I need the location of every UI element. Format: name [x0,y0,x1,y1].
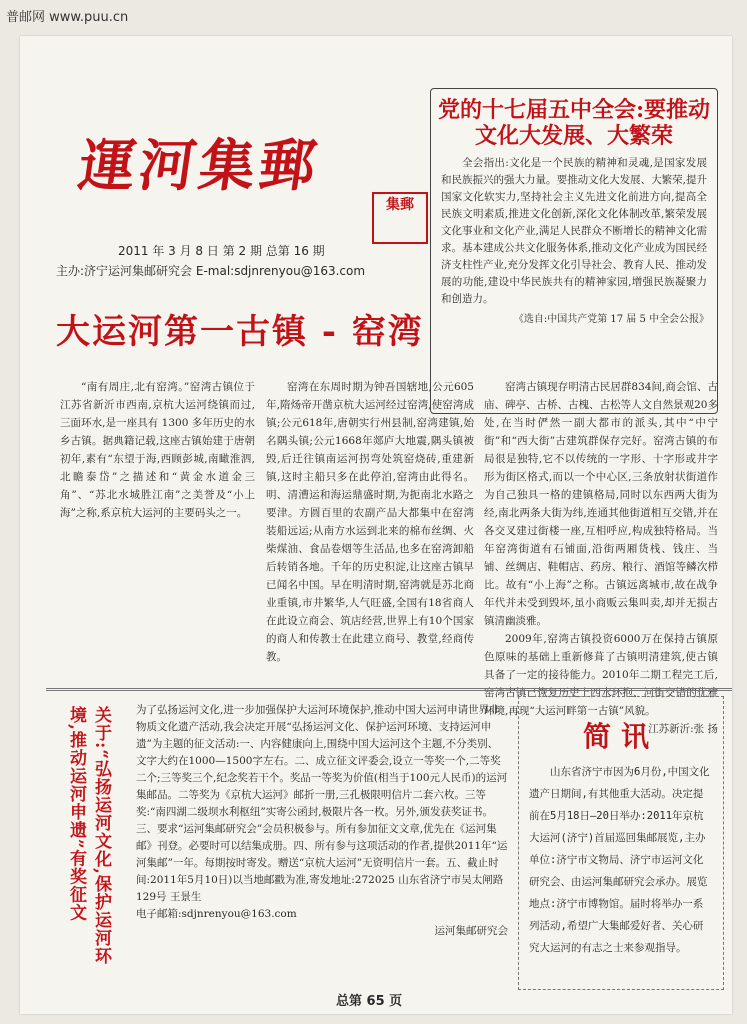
article-column-1 [60,378,255,522]
news-title: 简讯 [582,720,659,753]
article-headline: 大运河第一古镇 - 窑湾 [56,312,424,352]
seal-stamp: 集郵 [372,192,428,244]
notice-body: 为了弘扬运河文化,进一步加强保护大运河环境保护,推动中国大运河申请世界非物质文化遗产活动,我会决定开展“弘扬运河文化、保护运河环境、支持运河申遗”为主题的征文活动:一、内容健康向上,围绕中国大运河这个主题,不分类别、文字大约在1000—1500字左右。二、成立征文评委会,设立一等奖一个,二等奖二个;三等奖三个,纪念奖若干个。奖品一等奖为价值(相当于100元人民币)的运河集邮品。二等奖为《京杭大运河》邮折一册,三孔极限明信片二套六枚。三等奖:“南四湖二级坝水利枢纽”实寄公函封,极限片各一枚。另外,颁发获奖证书。三、要求“运河集邮研究会”会员积极参与。所有参加征文文章,优先在《运河集邮》刊登。必要时可以结集成册。四、所有参与这项活动的作者,提供2011年“运河集邮”一年。每期按时寄发。赠送“京杭大运河”无资明信片一套。五、截止时间:2011年5月10日)以当地邮戳为准,寄发地址:272025 山东省济宁市吴太闸路129号 王景生 [136,704,508,903]
site-watermark: 普邮网 www.puu.cn [6,10,129,25]
issue-line: 2011 年 3 月 8 日 第 2 期 总第 16 期 [118,244,325,258]
section-divider [46,688,732,691]
article-para-2: 窑湾在东周时期为钟吾国辖地,公元605年,隋炀帝开凿京杭大运河经过窑湾,使窑湾成镇;公元618年,唐朝实行州县制,窑湾建镇,始名隅头镇;公元1668年郯庐大地震,隅头镇被毁,后迁往镇南运河拐弯处筑窑烧砖,重建新镇,这时主船只多在此停泊,窑湾由此得名。明、清漕运和海运鼎盛时期,为扼南北水路之要津。方圆百里的农副产品大都集中在窑湾装船远运;从南方水运到北来的棉布丝绸、火柴煤油、食品卷烟等生活品,也多在窑湾卸船后转销各地。千年的历史积淀,让这座古镇早已闻名中国。早在明清时期,窑湾就是苏北商业重镇,市井繁华,人气旺盛,全国有18省商人在此设立商会、筑店经营,世界上有10个国家的商人和传教士在此建立商号、教堂,经商传教。 [266,381,474,663]
masthead: 運河集郵 [74,133,325,199]
sponsor-line: 主办:济宁运河集邮研究会 E-mal:sdjnrenyou@163.com [56,264,366,278]
article-byline: 江苏新沂:张 扬 [648,723,718,735]
news-body: 山东省济宁市因为6月份,中国文化遗产日期间,有其他重大活动。决定提前在5月18日—20日举办:2011年京杭大运河(济宁)首届巡回集邮展览,主办单位:济宁市文物局、济宁市运河文化研究会、由运河集邮研究会承办。展览地点:济宁市博物馆。届时将举办一系列活动,希望广大集邮爱好者、关心研究大运河的有志之士来参观指导。 [529,766,710,954]
notice-title: 关于:“弘扬运河文化,保护运河环境,推动运河申遗”有奖征文 [66,706,111,965]
editorial-body: 全会指出:文化是一个民族的精神和灵魂,是国家发展和民族振兴的强大力量。要推动文化大发展、大繁荣,提升国家文化软实力,坚持社会主义先进文化前进方向,提高全民族文明素质,推进文化创新,深化文化体制改革,繁荣发展文化事业和文化产业,满足人民群众不断增长的精神文化需求。基本建成公共文化服务体系,推动文化产业成为国民经济支柱性产业,充分发挥文化引导社会、教育人民、推动发展的功能,建设中华民族共有的精神家园,增强民族凝聚力和创造力。 [441,157,707,305]
news-box [518,696,724,990]
notice-sign: 运河集邮研究会 [434,925,508,937]
article-column-3 [484,378,718,738]
notice-body-wrap [136,702,508,992]
article-para-1: “南有周庄,北有窑湾。”窑湾古镇位于江苏省新沂市西南,京杭大运河绕镇而过,三面环水,是一座具有 1300 多年历史的水乡古镇。据典籍记载,这座古镇始建于唐朝初年,素有“东望于海,西顾彭城,南瞰淮泗,北瞻泰岱”之描述和“黄金水道金三角”、“苏北水城胜江南”之美誉及“小上海”之称,系京杭大运河的主要码头之一。 [60,381,255,519]
newspaper-page [20,36,732,1014]
editorial-source: 《选自:中国共产党第 17 届 5 中全会公报》 [513,314,709,325]
article-para-3: 窑湾古镇现存明清古民居群834间,商会馆、古庙、碑亭、古桥、古槐、古松等人文自然景观20多处,在当时俨然一副大都市的派头,其中“中宁街”和“西大街”古建筑群保存完好。窑湾古镇的布局很是独特,它不以传统的一字形、十字形或井字形为街区格式,而以一个中心区,三条放射状街道作为自己独具一格的建镇格局,同时以东西两大街为经,南北两条大街为纬,连通其他街道相互交错,并在各交叉建过街楼一座,互相呼应,构成独特格局。当年窑湾街道有石铺面,沿街两厢货栈、钱庄、当铺、丝绸店、鞋帽店、药房、粮行、酒馆等鳞次栉比。故有“小上海”之称。古镇远离城市,故在战争年代并未受到毁坏,虽小商贩云集叫卖,却并无损古镇清幽淡雅。 [484,381,718,627]
page-number: 总第 65 页 [336,994,403,1009]
editorial-box [430,88,718,414]
article-para-4: 2009年,窑湾古镇投资6000万在保持古镇原色原味的基础上重新修葺了古镇明清建筑,使古镇具备了一定的接待能力。2010年二期工程完工后,窑湾古镇已恢复历史上四水环抱、河街交错的优雅环境,再现“大运河畔第一古镇”风貌。 [484,633,718,717]
notice-email: 电子邮箱:sdjnrenyou@163.com [136,908,297,920]
editorial-title: 党的十七届五中全会:要推动文化大发展、大繁荣 [437,97,711,149]
article-column-2 [266,378,474,666]
